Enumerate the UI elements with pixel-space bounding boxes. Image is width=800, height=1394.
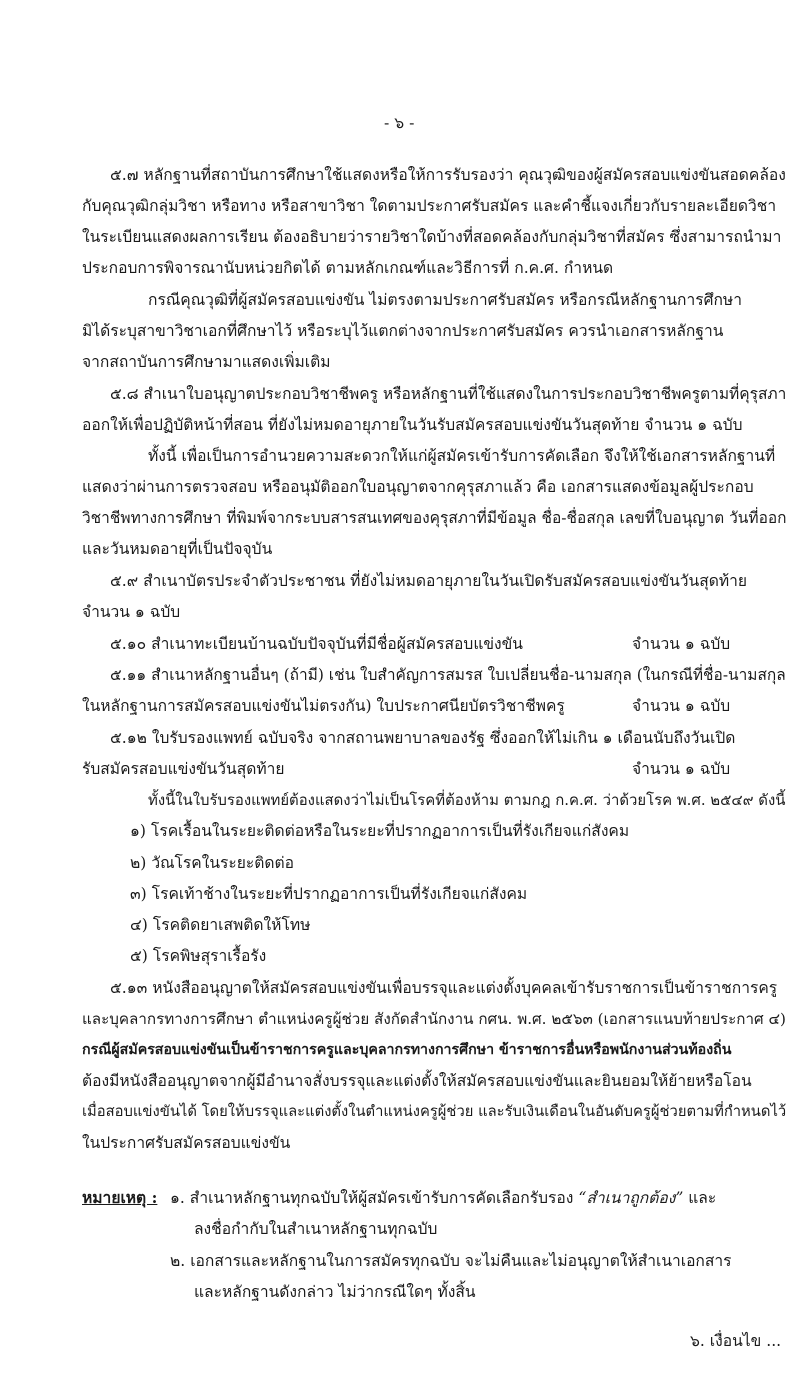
para-5-12-line-1: ๕.๑๒ ใบรับรองแพทย์ ฉบับจริง จากสถานพยาบาลของรัฐ ซึ่งออกให้ไม่เกิน ๑ เดือนนับถึงวันเปิด bbox=[110, 729, 736, 747]
para-5-8b-line-1: ทั้งนี้ เพื่อเป็นการอำนวยความสะดวกให้แก่ผู้สมัครเข้ารับการคัดเลือก จึงให้ใช้เอกสารหลักฐานที่ bbox=[148, 447, 776, 465]
para-5-7-line-4: ประกอบการพิจารณานับหน่วยกิตได้ ตามหลักเกณฑ์และวิธีการที่ ก.ค.ศ. กำหนด bbox=[82, 259, 614, 277]
para-5-7-line-1: ๕.๗ หลักฐานที่สถาบันการศึกษาใช้แสดงหรือให้การรับรองว่า คุณวุฒิของผู้สมัครสอบแข่งขันสอดคล้อง bbox=[110, 166, 786, 184]
para-5-11-line-1: ๕.๑๑ สำเนาหลักฐานอื่นๆ (ถ้ามี) เช่น ใบสำคัญการสมรส ใบเปลี่ยนชื่อ-นามสกุล (ในกรณีที่ชื่อ-นามสกุล bbox=[110, 666, 786, 684]
para-5-8-line-1: ๕.๘ สำเนาใบอนุญาตประกอบวิชาชีพครู หรือหลักฐานที่ใช้แสดงในการประกอบวิชาชีพครูตามที่คุรุสภา bbox=[110, 385, 787, 403]
note-1-line-1 bbox=[170, 1187, 716, 1209]
para-5-13-line-2: และบุคลากรทางการศึกษา ตำแหน่งครูผู้ช่วย สังกัดสำนักงาน กศน. พ.ศ. ๒๕๖๓ (เอกสารแนบท้ายประกาศ ๔) bbox=[82, 1010, 786, 1028]
para-5-12-line-2: รับสมัครสอบแข่งขันวันสุดท้าย bbox=[82, 760, 285, 778]
para-5-7-line-2: กับคุณวุฒิกลุ่มวิชา หรือทาง หรือสาขาวิชา ใดตามประกาศรับสมัคร และคำชี้แจงเกี่ยวกับรายละเอียดวิชา bbox=[82, 197, 777, 215]
note-1-tail: และ bbox=[683, 1189, 717, 1207]
note-1-italic: “สำเนาถูกต้อง” bbox=[578, 1189, 684, 1207]
continuation-marker: ๖. เงื่อนไข ... bbox=[690, 1332, 782, 1350]
para-5-8b-line-4: และวันหมดอายุที่เป็นปัจจุบัน bbox=[82, 540, 273, 558]
para-5-11-count: จำนวน ๑ ฉบับ bbox=[632, 697, 731, 715]
para-5-8b-line-3: วิชาชีพทางการศึกษา ที่พิมพ์จากระบบสารสนเทศของคุรุสภาที่มีข้อมูล ชื่อ-ชื่อสกุล เลขที่ใบอนุญาต วันที่ออก bbox=[82, 509, 787, 527]
disease-item: ๔) โรคติดยาเสพติดให้โทษ bbox=[130, 916, 311, 934]
para-5-7-line-3: ในระเบียนแสดงผลการเรียน ต้องอธิบายว่ารายวิชาใดบ้างที่สอดคล้องกับกลุ่มวิชาที่สมัคร ซึ่งสามารถนำมา bbox=[82, 228, 782, 246]
para-5-7b-line-3: จากสถาบันการศึกษามาแสดงเพิ่มเติม bbox=[82, 353, 331, 371]
para-5-13-line-1: ๕.๑๓ หนังสืออนุญาตให้สมัครสอบแข่งขันเพื่อบรรจุและแต่งตั้งบุคคลเข้ารับราชการเป็นข้าราชการครู bbox=[110, 979, 778, 997]
para-5-8b-line-2: แสดงว่าผ่านการตรวจสอบ หรืออนุมัติออกใบอนุญาตจากคุรุสภาแล้ว คือ เอกสารแสดงข้อมูลผู้ประกอบ bbox=[82, 478, 754, 496]
notes-label: หมายเหตุ : bbox=[82, 1188, 158, 1207]
note-2-line-2: และหลักฐานดังกล่าว ไม่ว่ากรณีใดๆ ทั้งสิ้น bbox=[194, 1283, 476, 1301]
para-5-13-line-5: เมื่อสอบแข่งขันได้ โดยให้บรรจุและแต่งตั้งในตำแหน่งครูผู้ช่วย และรับเงินเดือนในอันดับครูผู้ช่วยตามที่กำหนดไว้ bbox=[82, 1103, 787, 1120]
para-5-7b-line-2: มิได้ระบุสาขาวิชาเอกที่ศึกษาไว้ หรือระบุไว้แตกต่างจากประกาศรับสมัคร ควรนำเอกสารหลักฐาน bbox=[82, 322, 724, 340]
disease-item: ๕) โรคพิษสุราเรื้อรัง bbox=[130, 947, 267, 965]
para-5-9-line-2: จำนวน ๑ ฉบับ bbox=[82, 603, 181, 621]
note-2-line-1: ๒. เอกสารและหลักฐานในการสมัครทุกฉบับ จะไม่คืนและไม่อนุญาตให้สำเนาเอกสาร bbox=[170, 1252, 732, 1270]
para-5-13-line-4: ต้องมีหนังสืออนุญาตจากผู้มีอำนาจสั่งบรรจุและแต่งตั้งให้สมัครสอบแข่งขันและยินยอมให้ย้ายหรือโอน bbox=[82, 1072, 752, 1090]
para-5-12b: ทั้งนี้ในใบรับรองแพทย์ต้องแสดงว่าไม่เป็นโรคที่ต้องห้าม ตามกฎ ก.ค.ศ. ว่าด้วยโรค พ.ศ. ๒๕๔๙ ดังนี้ bbox=[148, 791, 786, 809]
note-1-text: ๑. สำเนาหลักฐานทุกฉบับให้ผู้สมัครเข้ารับการคัดเลือกรับรอง bbox=[170, 1189, 579, 1207]
para-5-13-line-6: ในประกาศรับสมัครสอบแข่งขัน bbox=[82, 1134, 291, 1152]
para-5-10: ๕.๑๐ สำเนาทะเบียนบ้านฉบับปัจจุบันที่มีชื่อผู้สมัครสอบแข่งขัน bbox=[110, 635, 523, 653]
para-5-8-line-2: ออกให้เพื่อปฏิบัติหน้าที่สอน ที่ยังไม่หมดอายุภายในวันรับสมัครสอบแข่งขันวันสุดท้าย จำนวน ๑ ฉบับ bbox=[82, 416, 743, 434]
para-5-12-count: จำนวน ๑ ฉบับ bbox=[632, 760, 731, 778]
para-5-9-line-1: ๕.๙ สำเนาบัตรประจำตัวประชาชน ที่ยังไม่หมดอายุภายในวันเปิดรับสมัครสอบแข่งขันวันสุดท้าย bbox=[110, 572, 748, 590]
disease-item: ๒) วัณโรคในระยะติดต่อ bbox=[130, 854, 295, 872]
page-number: - ๖ - bbox=[384, 114, 415, 132]
disease-item: ๓) โรคเท้าช้างในระยะที่ปรากฏอาการเป็นที่รังเกียจแก่สังคม bbox=[130, 885, 528, 903]
note-1-line-2: ลงชื่อกำกับในสำเนาหลักฐานทุกฉบับ bbox=[194, 1220, 438, 1238]
disease-item: ๑) โรคเรื้อนในระยะติดต่อหรือในระยะที่ปรากฏอาการเป็นที่รังเกียจแก่สังคม bbox=[130, 822, 630, 840]
para-5-13-bold-line: กรณีผู้สมัครสอบแข่งขันเป็นข้าราชการครูและบุคลากรทางการศึกษา ข้าราชการอื่นหรือพนักงานส่วนท้องถิ่น bbox=[82, 1042, 732, 1058]
para-5-10-count: จำนวน ๑ ฉบับ bbox=[632, 635, 731, 653]
para-5-11-line-2: ในหลักฐานการสมัครสอบแข่งขันไม่ตรงกัน) ใบประกาศนียบัตรวิชาชีพครู bbox=[82, 697, 565, 715]
para-5-7b-line-1: กรณีคุณวุฒิที่ผู้สมัครสอบแข่งขัน ไม่ตรงตามประกาศรับสมัคร หรือกรณีหลักฐานการศึกษา bbox=[148, 291, 742, 309]
